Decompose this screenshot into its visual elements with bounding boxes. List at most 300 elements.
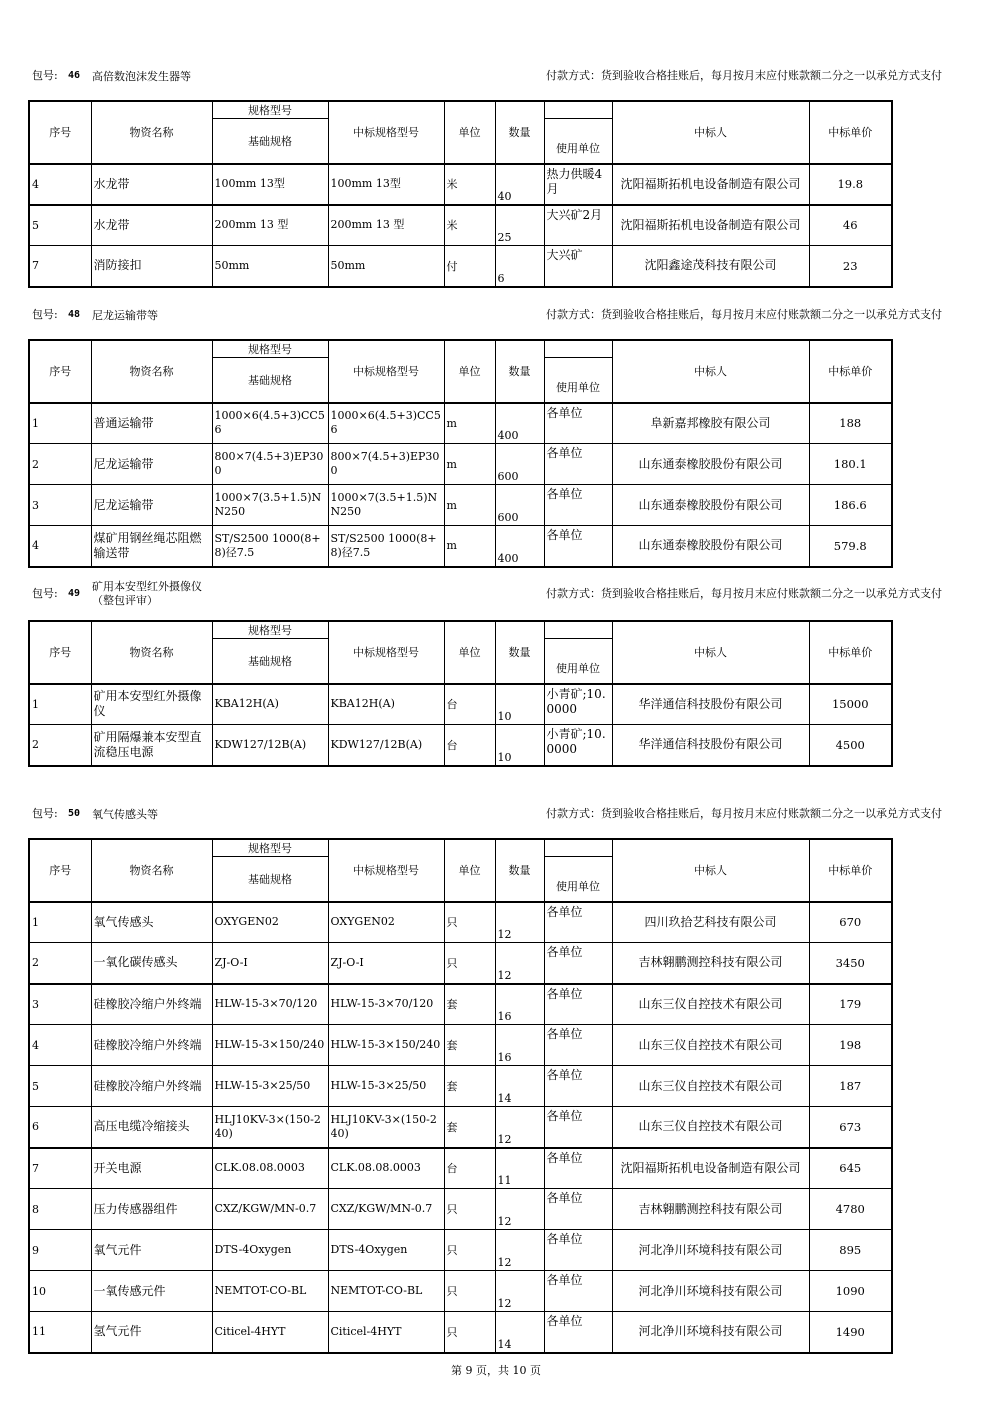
header-qty: 数量 xyxy=(495,340,544,403)
cell-unit: 套 xyxy=(444,1066,495,1107)
cell-unit: 台 xyxy=(444,684,495,725)
cell-price: 1490 xyxy=(809,1312,892,1353)
cell-price: 1090 xyxy=(809,1271,892,1312)
cell-bid-spec-text: HLW-15-3×70/120 xyxy=(330,997,434,1011)
cell-bid-spec-text: 200mm 13 型 xyxy=(330,218,405,232)
cell-seq: 7 xyxy=(29,1148,91,1189)
cell-use xyxy=(544,164,612,205)
cell-bid-spec-text: ST/S2500 1000(8+8)径7.5 xyxy=(330,531,437,559)
cell-winner: 河北净川环境科技有限公司 xyxy=(612,1230,809,1271)
cell-name-text: 硅橡胶冷缩户外终端 xyxy=(93,1037,202,1052)
cell-price: 4780 xyxy=(809,1189,892,1230)
cell-bid-spec xyxy=(328,1189,444,1230)
table-row xyxy=(29,1066,892,1107)
cell-name xyxy=(91,1148,212,1189)
cell-qty: 10 xyxy=(495,684,544,725)
package-name: 氧气传感头等 xyxy=(92,808,158,821)
header-use: 使用单位 xyxy=(544,857,612,902)
cell-bid-spec xyxy=(328,1271,444,1312)
cell-use xyxy=(544,1025,612,1066)
cell-seq: 2 xyxy=(29,444,91,485)
cell-use-text: 各单位 xyxy=(546,405,583,420)
header-seq: 序号 xyxy=(29,340,91,403)
cell-name xyxy=(91,403,212,444)
cell-base-spec-text: NEMTOT-CO-BL xyxy=(214,1284,307,1297)
header-bid-spec: 中标规格型号 xyxy=(328,340,444,403)
cell-base-spec-text: CXZ/KGW/MN-0.7 xyxy=(214,1202,317,1215)
cell-winner: 山东三仪自控技术有限公司 xyxy=(612,984,809,1025)
cell-price: 179 xyxy=(809,984,892,1025)
cell-seq: 1 xyxy=(29,403,91,444)
cell-bid-spec xyxy=(328,526,444,567)
cell-base-spec-text: 1000×6(4.5+3)CC56 xyxy=(214,409,325,437)
cell-seq: 2 xyxy=(29,725,91,766)
cell-qty: 12 xyxy=(495,943,544,984)
cell-bid-spec-text: KBA12H(A) xyxy=(330,697,395,711)
cell-price: 19.8 xyxy=(809,164,892,205)
cell-base-spec xyxy=(212,485,328,526)
header-unit: 单位 xyxy=(444,340,495,403)
cell-use-text: 小青矿;10.0000 xyxy=(546,686,606,716)
cell-winner: 山东三仪自控技术有限公司 xyxy=(612,1025,809,1066)
header-bid-spec: 中标规格型号 xyxy=(328,101,444,164)
cell-qty: 6 xyxy=(495,246,544,287)
cell-name-text: 矿用隔爆兼本安型直流稳压电源 xyxy=(93,729,202,759)
table-row xyxy=(29,485,892,526)
cell-winner: 山东通泰橡胶股份有限公司 xyxy=(612,485,809,526)
cell-unit: m xyxy=(444,485,495,526)
cell-bid-spec-text: NEMTOT-CO-BL xyxy=(330,1284,423,1297)
cell-base-spec xyxy=(212,1066,328,1107)
cell-unit: 只 xyxy=(444,902,495,943)
package-number: 50 xyxy=(68,808,81,819)
cell-price: 579.8 xyxy=(809,526,892,567)
package-header xyxy=(32,64,942,88)
cell-name xyxy=(91,984,212,1025)
cell-seq: 4 xyxy=(29,1025,91,1066)
cell-use-text: 各单位 xyxy=(546,528,583,542)
cell-winner: 沈阳福斯拓机电设备制造有限公司 xyxy=(612,164,809,205)
cell-use xyxy=(544,943,612,984)
package-label: 包号: xyxy=(32,807,58,820)
cell-unit: 套 xyxy=(444,984,495,1025)
cell-use xyxy=(544,403,612,444)
cell-seq: 2 xyxy=(29,943,91,984)
header-seq: 序号 xyxy=(29,839,91,902)
package-number: 48 xyxy=(68,309,81,320)
cell-bid-spec-text: 50mm xyxy=(330,258,366,272)
table-row xyxy=(29,725,892,766)
cell-price: 673 xyxy=(809,1107,892,1148)
cell-unit: 只 xyxy=(444,1230,495,1271)
package-header xyxy=(32,303,942,327)
cell-seq: 4 xyxy=(29,526,91,567)
cell-use xyxy=(544,984,612,1025)
cell-bid-spec xyxy=(328,1148,444,1189)
table-row xyxy=(29,1025,892,1066)
cell-use xyxy=(544,1189,612,1230)
cell-unit: 台 xyxy=(444,725,495,766)
cell-base-spec xyxy=(212,1148,328,1189)
cell-name-text: 水龙带 xyxy=(93,217,130,232)
cell-base-spec-text: 800×7(4.5+3)EP300 xyxy=(214,450,324,477)
cell-name-text: 硅橡胶冷缩户外终端 xyxy=(93,1078,202,1093)
header-base-spec: 基础规格 xyxy=(212,639,328,684)
table-row xyxy=(29,1230,892,1271)
header-price: 中标单价 xyxy=(809,340,892,403)
cell-base-spec xyxy=(212,444,328,485)
payment-terms: 付款方式：货到验收合格挂账后，每月按月末应付账款额二分之一以承兑方式支付 xyxy=(546,308,942,321)
cell-unit: 台 xyxy=(444,1148,495,1189)
cell-bid-spec xyxy=(328,984,444,1025)
cell-bid-spec xyxy=(328,205,444,246)
cell-name xyxy=(91,943,212,984)
cell-name-text: 一氧传感元件 xyxy=(93,1283,166,1298)
cell-price: 187 xyxy=(809,1066,892,1107)
cell-use xyxy=(544,444,612,485)
cell-seq: 9 xyxy=(29,1230,91,1271)
cell-bid-spec xyxy=(328,444,444,485)
package-number: 49 xyxy=(68,588,81,599)
cell-winner: 华洋通信科技股份有限公司 xyxy=(612,725,809,766)
cell-bid-spec-text: HLW-15-3×150/240 xyxy=(330,1038,441,1051)
cell-bid-spec-text: Citicel-4HYT xyxy=(330,1324,402,1338)
cell-bid-spec xyxy=(328,246,444,287)
package-name: 高倍数泡沫发生器等 xyxy=(92,70,191,83)
cell-use xyxy=(544,1271,612,1312)
cell-price: 895 xyxy=(809,1230,892,1271)
cell-qty: 400 xyxy=(495,526,544,567)
cell-price: 23 xyxy=(809,246,892,287)
cell-bid-spec xyxy=(328,1025,444,1066)
header-price: 中标单价 xyxy=(809,839,892,902)
cell-use-text: 各单位 xyxy=(546,487,583,501)
cell-base-spec xyxy=(212,684,328,725)
cell-base-spec xyxy=(212,246,328,287)
cell-qty: 40 xyxy=(495,164,544,205)
cell-price: 46 xyxy=(809,205,892,246)
table-row xyxy=(29,526,892,567)
cell-use-text: 各单位 xyxy=(546,1027,583,1041)
package-label: 包号: xyxy=(32,587,58,600)
cell-use-text: 各单位 xyxy=(546,1232,583,1246)
cell-seq: 8 xyxy=(29,1189,91,1230)
cell-seq: 1 xyxy=(29,684,91,725)
cell-qty: 600 xyxy=(495,485,544,526)
cell-qty: 11 xyxy=(495,1148,544,1189)
cell-name xyxy=(91,246,212,287)
cell-seq: 7 xyxy=(29,246,91,287)
cell-unit: 只 xyxy=(444,1189,495,1230)
cell-qty: 600 xyxy=(495,444,544,485)
header-name: 物资名称 xyxy=(91,621,212,684)
header-use-top xyxy=(544,839,612,857)
cell-name-text: 尼龙运输带 xyxy=(93,497,154,512)
cell-base-spec xyxy=(212,984,328,1025)
cell-base-spec xyxy=(212,526,328,567)
payment-terms: 付款方式：货到验收合格挂账后，每月按月末应付账款额二分之一以承兑方式支付 xyxy=(546,807,942,820)
cell-name xyxy=(91,205,212,246)
cell-bid-spec xyxy=(328,403,444,444)
cell-bid-spec xyxy=(328,1107,444,1148)
package-label: 包号: xyxy=(32,308,58,321)
cell-bid-spec-text: HLW-15-3×25/50 xyxy=(330,1079,427,1092)
cell-unit: m xyxy=(444,403,495,444)
cell-use xyxy=(544,1107,612,1148)
table-row xyxy=(29,984,892,1025)
cell-use-text: 各单位 xyxy=(546,986,583,1001)
cell-name-text: 普通运输带 xyxy=(93,415,154,430)
cell-winner: 阜新嘉邦橡胶有限公司 xyxy=(612,403,809,444)
cell-price: 670 xyxy=(809,902,892,943)
cell-seq: 11 xyxy=(29,1312,91,1353)
cell-winner: 山东通泰橡胶股份有限公司 xyxy=(612,526,809,567)
package-table xyxy=(28,339,893,568)
package-header xyxy=(32,580,942,607)
cell-bid-spec-text: CXZ/KGW/MN-0.7 xyxy=(330,1202,433,1215)
page-footer: 第 9 页，共 10 页 xyxy=(451,1364,541,1377)
cell-qty: 12 xyxy=(495,902,544,943)
cell-winner: 沈阳福斯拓机电设备制造有限公司 xyxy=(612,1148,809,1189)
cell-seq: 1 xyxy=(29,902,91,943)
header-base-spec: 基础规格 xyxy=(212,119,328,164)
header-use-top xyxy=(544,101,612,119)
cell-winner: 山东三仪自控技术有限公司 xyxy=(612,1107,809,1148)
cell-bid-spec xyxy=(328,1230,444,1271)
cell-name xyxy=(91,1025,212,1066)
cell-name xyxy=(91,725,212,766)
cell-winner: 河北净川环境科技有限公司 xyxy=(612,1271,809,1312)
cell-unit: 只 xyxy=(444,943,495,984)
cell-name-text: 高压电缆冷缩接头 xyxy=(93,1119,190,1134)
package-header xyxy=(32,802,942,826)
cell-use xyxy=(544,1148,612,1189)
cell-bid-spec-text: 100mm 13型 xyxy=(330,177,401,190)
header-unit: 单位 xyxy=(444,839,495,902)
package-table xyxy=(28,620,893,767)
cell-use xyxy=(544,1230,612,1271)
table-row xyxy=(29,1271,892,1312)
cell-unit: 米 xyxy=(444,164,495,205)
cell-use-text: 各单位 xyxy=(546,1191,583,1205)
header-spec-group: 规格型号 xyxy=(212,621,328,639)
cell-base-spec-text: OXYGEN02 xyxy=(214,915,279,929)
cell-winner: 河北净川环境科技有限公司 xyxy=(612,1312,809,1353)
cell-bid-spec-text: KDW127/12B(A) xyxy=(330,737,423,751)
cell-winner: 华洋通信科技股份有限公司 xyxy=(612,684,809,725)
cell-bid-spec-text: 1000×6(4.5+3)CC56 xyxy=(330,409,441,437)
cell-seq: 5 xyxy=(29,205,91,246)
cell-use-text: 小青矿;10.0000 xyxy=(546,727,606,756)
cell-bid-spec xyxy=(328,902,444,943)
cell-name xyxy=(91,164,212,205)
cell-bid-spec xyxy=(328,684,444,725)
cell-use xyxy=(544,205,612,246)
header-name: 物资名称 xyxy=(91,340,212,403)
header-price: 中标单价 xyxy=(809,621,892,684)
cell-qty: 400 xyxy=(495,403,544,444)
header-unit: 单位 xyxy=(444,101,495,164)
cell-base-spec-text: CLK.08.08.0003 xyxy=(214,1161,305,1175)
cell-bid-spec-text: 1000×7(3.5+1.5)NN250 xyxy=(330,491,438,518)
cell-base-spec xyxy=(212,943,328,984)
table-row xyxy=(29,684,892,725)
cell-bid-spec-text: CLK.08.08.0003 xyxy=(330,1161,421,1175)
table-row xyxy=(29,403,892,444)
header-use-top xyxy=(544,621,612,639)
cell-qty: 12 xyxy=(495,1189,544,1230)
cell-use xyxy=(544,902,612,943)
cell-use xyxy=(544,246,612,287)
cell-base-spec xyxy=(212,725,328,766)
cell-name xyxy=(91,1312,212,1353)
cell-qty: 16 xyxy=(495,1025,544,1066)
header-seq: 序号 xyxy=(29,621,91,684)
cell-name xyxy=(91,1230,212,1271)
cell-name xyxy=(91,1107,212,1148)
cell-bid-spec xyxy=(328,1066,444,1107)
cell-use-text: 热力供暖4月 xyxy=(546,166,603,196)
cell-base-spec xyxy=(212,403,328,444)
cell-seq: 10 xyxy=(29,1271,91,1312)
cell-bid-spec xyxy=(328,164,444,205)
cell-base-spec-text: 1000×7(3.5+1.5)NN250 xyxy=(214,491,322,518)
cell-qty: 12 xyxy=(495,1230,544,1271)
header-bid-spec: 中标规格型号 xyxy=(328,621,444,684)
table-row xyxy=(29,164,892,205)
cell-name-text: 氧气传感头 xyxy=(93,914,154,929)
cell-qty: 12 xyxy=(495,1271,544,1312)
cell-unit: 套 xyxy=(444,1025,495,1066)
cell-bid-spec-text: ZJ-O-I xyxy=(330,955,364,969)
cell-name-text: 矿用本安型红外摄像仪 xyxy=(93,689,202,719)
cell-name-text: 氢气元件 xyxy=(93,1324,142,1339)
cell-unit: 只 xyxy=(444,1312,495,1353)
cell-base-spec-text: KDW127/12B(A) xyxy=(214,737,307,751)
cell-name xyxy=(91,444,212,485)
package-name: 矿用本安型红外摄像仪（整包评审） xyxy=(92,580,202,607)
cell-name xyxy=(91,526,212,567)
cell-name xyxy=(91,684,212,725)
cell-price: 188 xyxy=(809,403,892,444)
package-label: 包号: xyxy=(32,69,58,82)
header-spec-group: 规格型号 xyxy=(212,340,328,358)
cell-bid-spec-text: OXYGEN02 xyxy=(330,915,395,929)
cell-bid-spec xyxy=(328,1312,444,1353)
header-spec-group: 规格型号 xyxy=(212,101,328,119)
cell-unit: m xyxy=(444,526,495,567)
cell-unit: m xyxy=(444,444,495,485)
cell-base-spec-text: KBA12H(A) xyxy=(214,697,279,711)
cell-name-text: 硅橡胶冷缩户外终端 xyxy=(93,996,202,1011)
cell-bid-spec-text: HLJ10KV-3×(150-240) xyxy=(330,1112,437,1140)
cell-bid-spec-text: DTS-4Oxygen xyxy=(330,1243,408,1256)
cell-unit: 付 xyxy=(444,246,495,287)
cell-base-spec xyxy=(212,1025,328,1066)
cell-winner: 四川玖拾艺科技有限公司 xyxy=(612,902,809,943)
cell-qty: 16 xyxy=(495,984,544,1025)
package-table xyxy=(28,838,893,1354)
header-use: 使用单位 xyxy=(544,119,612,164)
header-qty: 数量 xyxy=(495,839,544,902)
cell-name-text: 一氧化碳传感头 xyxy=(93,955,178,970)
cell-price: 186.6 xyxy=(809,485,892,526)
cell-name-text: 压力传感器组件 xyxy=(93,1201,178,1216)
cell-bid-spec-text: 800×7(4.5+3)EP300 xyxy=(330,450,440,477)
cell-bid-spec xyxy=(328,943,444,984)
header-qty: 数量 xyxy=(495,621,544,684)
cell-qty: 14 xyxy=(495,1312,544,1353)
cell-use-text: 各单位 xyxy=(546,945,583,959)
header-qty: 数量 xyxy=(495,101,544,164)
cell-price: 15000 xyxy=(809,684,892,725)
cell-qty: 10 xyxy=(495,725,544,766)
cell-base-spec-text: ZJ-O-I xyxy=(214,955,248,969)
cell-qty: 14 xyxy=(495,1066,544,1107)
cell-name xyxy=(91,1066,212,1107)
cell-use xyxy=(544,526,612,567)
cell-base-spec-text: HLW-15-3×25/50 xyxy=(214,1079,311,1092)
cell-base-spec-text: 200mm 13 型 xyxy=(214,218,289,232)
cell-base-spec-text: Citicel-4HYT xyxy=(214,1324,286,1338)
package-table xyxy=(28,100,893,288)
cell-price: 3450 xyxy=(809,943,892,984)
cell-seq: 6 xyxy=(29,1107,91,1148)
cell-base-spec-text: HLW-15-3×150/240 xyxy=(214,1038,325,1051)
header-winner: 中标人 xyxy=(612,621,809,684)
cell-use-text: 各单位 xyxy=(546,1150,583,1165)
cell-use-text: 各单位 xyxy=(546,904,583,919)
cell-qty: 12 xyxy=(495,1107,544,1148)
table-row xyxy=(29,902,892,943)
table-row xyxy=(29,943,892,984)
cell-base-spec-text: ST/S2500 1000(8+8)径7.5 xyxy=(214,531,321,559)
cell-winner: 山东通泰橡胶股份有限公司 xyxy=(612,444,809,485)
cell-use xyxy=(544,1066,612,1107)
table-row xyxy=(29,246,892,287)
table-row xyxy=(29,444,892,485)
cell-winner: 山东三仪自控技术有限公司 xyxy=(612,1066,809,1107)
cell-base-spec-text: HLW-15-3×70/120 xyxy=(214,997,318,1011)
cell-seq: 5 xyxy=(29,1066,91,1107)
cell-winner: 沈阳鑫途茂科技有限公司 xyxy=(612,246,809,287)
cell-winner: 吉林翱鹏测控科技有限公司 xyxy=(612,943,809,984)
cell-name-text: 氧气元件 xyxy=(93,1242,142,1257)
cell-base-spec xyxy=(212,1189,328,1230)
header-name: 物资名称 xyxy=(91,839,212,902)
cell-use xyxy=(544,684,612,725)
cell-name-text: 煤矿用钢丝绳芯阻燃输送带 xyxy=(93,530,202,560)
package-name: 尼龙运输带等 xyxy=(92,309,158,322)
cell-base-spec-text: 50mm xyxy=(214,258,250,272)
header-unit: 单位 xyxy=(444,621,495,684)
cell-name-text: 尼龙运输带 xyxy=(93,456,154,471)
cell-name xyxy=(91,1271,212,1312)
cell-bid-spec xyxy=(328,485,444,526)
cell-name xyxy=(91,1189,212,1230)
header-use: 使用单位 xyxy=(544,358,612,403)
payment-terms: 付款方式：货到验收合格挂账后，每月按月末应付账款额二分之一以承兑方式支付 xyxy=(546,587,942,600)
header-seq: 序号 xyxy=(29,101,91,164)
cell-use-text: 各单位 xyxy=(546,1314,583,1328)
cell-use-text: 各单位 xyxy=(546,1068,583,1082)
table-row xyxy=(29,1189,892,1230)
cell-base-spec-text: DTS-4Oxygen xyxy=(214,1243,292,1256)
cell-price: 198 xyxy=(809,1025,892,1066)
cell-seq: 3 xyxy=(29,485,91,526)
cell-seq: 4 xyxy=(29,164,91,205)
cell-base-spec xyxy=(212,1271,328,1312)
